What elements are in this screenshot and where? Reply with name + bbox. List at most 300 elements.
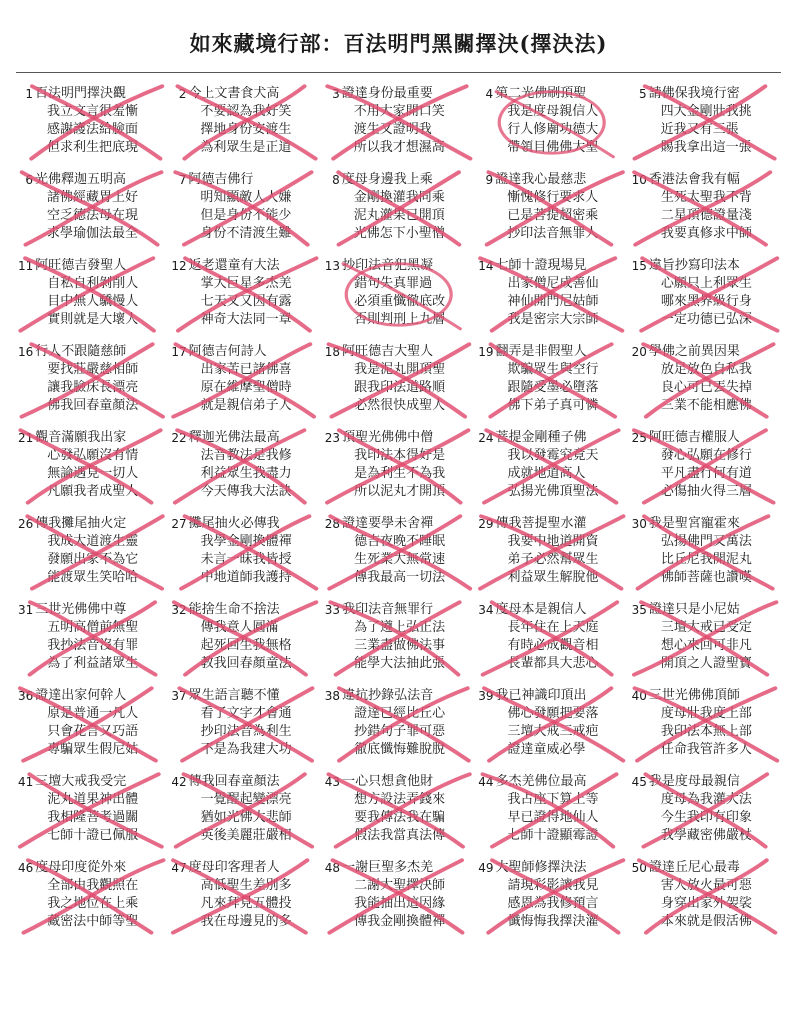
verse-line: 慚愧修行要求人 <box>507 190 599 205</box>
verse-line: 證達已經比丘心 <box>354 706 446 721</box>
verse-line: 諸佛經藏胃上好 <box>47 190 139 205</box>
verse-line: 香港法會我有幅 <box>648 172 740 187</box>
verse-number: 36 <box>18 689 34 703</box>
verse-line: 我要中地道開資 <box>507 534 599 549</box>
verse-entry <box>478 515 625 586</box>
verse-line: 我能抽出這因緣 <box>354 896 446 911</box>
verse-line: 教我回春顏童法 <box>200 656 292 671</box>
verse-cell <box>169 595 320 681</box>
verse-line: 生死業大無常速 <box>354 552 446 567</box>
verse-cell <box>476 853 627 939</box>
verse-line: 第二光佛刷頂聖 <box>495 86 587 101</box>
verse-lines <box>35 601 138 672</box>
verse-number: 11 <box>18 259 34 273</box>
verse-entry <box>478 171 625 242</box>
verse-line: 三壇大戒三戒疤 <box>507 724 599 739</box>
verse-line: 為利眾生是正道 <box>200 140 292 155</box>
verse-line: 度母本是親信人 <box>495 602 587 617</box>
verse-cell <box>476 79 627 165</box>
verse-entry <box>325 859 472 930</box>
verse-lines <box>342 343 445 414</box>
verse-line: 就是親信弟子人 <box>200 398 292 413</box>
verse-line: 度母印客理者人 <box>188 860 280 875</box>
verse-cell <box>323 251 474 337</box>
verse-line: 行人修廟功德大 <box>507 122 599 137</box>
verse-line: 度母印度從外來 <box>35 860 127 875</box>
verse-lines <box>495 171 598 242</box>
verse-line: 我要真修求中師 <box>660 226 752 241</box>
verse-line: 要找莊嚴慈相師 <box>47 362 139 377</box>
verse-lines <box>35 85 138 156</box>
verse-entry <box>325 687 472 758</box>
verse-line: 度母身邊我上乘 <box>341 172 433 187</box>
verse-lines <box>649 687 752 758</box>
verse-cell <box>630 337 781 423</box>
verse-line: 阿德吉佛行 <box>188 172 254 187</box>
verse-line: 阿旺德吉大聖人 <box>342 344 434 359</box>
verse-line: 傳我意人圓滿 <box>200 620 279 635</box>
verse-line: 百法明門擇決觀 <box>35 86 127 101</box>
verse-line: 頂聖光佛佛中僧 <box>342 430 434 445</box>
verse-lines <box>649 257 752 328</box>
verse-line: 良心可已丟失掉 <box>660 380 752 395</box>
verse-line: 我學藏密佛嚴杖 <box>660 828 752 843</box>
verse-line: 為了利益諸眾生 <box>47 656 139 671</box>
verse-line: 違旨抄寫印法本 <box>648 258 740 273</box>
verse-number: 6 <box>25 173 33 187</box>
verse-line: 抄印法音為利生 <box>200 724 292 739</box>
verse-number: 41 <box>18 775 34 789</box>
verse-lines <box>342 171 445 242</box>
verse-line: 佛我回春童顏法 <box>47 398 139 413</box>
verse-line: 學佛之前異因果 <box>648 344 740 359</box>
verse-line: 哪來黑界級行身 <box>660 294 752 309</box>
verse-line: 三世光佛佛中尊 <box>35 602 127 617</box>
verse-lines <box>649 515 752 586</box>
verse-line: 害人放火最可惡 <box>660 878 752 893</box>
verse-number: 39 <box>478 689 494 703</box>
verse-line: 傳我金剛換體禪 <box>354 914 446 929</box>
verse-line: 感謝護法給臉面 <box>47 122 139 137</box>
verse-lines <box>189 515 292 586</box>
verse-entry <box>18 601 165 672</box>
verse-cell <box>169 79 320 165</box>
verse-number: 16 <box>18 345 34 359</box>
verse-number: 37 <box>171 689 187 703</box>
verse-lines <box>35 257 138 328</box>
verse-line: 二謝大聖擇決師 <box>354 878 446 893</box>
verse-line: 金剛換灌我同乘 <box>353 190 445 205</box>
verse-cell <box>630 251 781 337</box>
verse-line: 度母為我灌大法 <box>660 792 752 807</box>
verse-lines <box>649 773 752 844</box>
verse-line: 英後美麗莊嚴相 <box>200 828 292 843</box>
verse-line: 我印法本無上部 <box>660 724 752 739</box>
verse-line: 三壇大戒已受定 <box>660 620 752 635</box>
verse-number: 48 <box>324 861 341 875</box>
verse-line: 猶如光佛大悲師 <box>200 810 292 825</box>
verse-number: 27 <box>171 517 187 531</box>
verse-line: 我學金剛換體禪 <box>200 534 292 549</box>
verse-lines <box>189 343 292 414</box>
verse-line: 徹底懺悔難脫脫 <box>354 742 446 757</box>
verse-cell <box>169 251 320 337</box>
verse-line: 心發弘願沒有情 <box>47 448 139 463</box>
verse-lines <box>649 85 752 156</box>
verse-entry <box>325 515 472 586</box>
verse-line: 全部由我觀照在 <box>47 878 139 893</box>
verse-entry <box>632 85 779 156</box>
verse-entry <box>325 343 472 414</box>
verse-lines <box>495 515 598 586</box>
verse-number: 35 <box>631 603 647 617</box>
verse-line: 跟隨受墨必墮落 <box>507 380 599 395</box>
verse-cell <box>476 767 627 853</box>
verse-line: 利益眾生我盡力 <box>200 466 292 481</box>
verse-lines <box>495 601 598 672</box>
verse-line: 一心只想貪他財 <box>342 774 434 789</box>
verse-entry <box>632 687 779 758</box>
verse-line: 懺悔悔我擇決灌 <box>507 914 599 929</box>
verse-cell <box>169 509 320 595</box>
verse-line: 平凡盡行何有道 <box>660 466 752 481</box>
verse-line: 讓我臉床長漂亮 <box>47 380 139 395</box>
verse-line: 我之地位在上乘 <box>47 896 139 911</box>
verse-cell <box>476 595 627 681</box>
verse-line: 佛下弟子真可憐 <box>507 398 599 413</box>
verse-lines <box>189 773 292 844</box>
verse-lines <box>35 343 138 414</box>
verse-line: 我立文言很羞慚 <box>47 104 139 119</box>
verse-line: 弘揚佛門又萬法 <box>660 534 752 549</box>
verse-lines <box>495 429 598 500</box>
verse-line: 感恩為我修預言 <box>507 896 599 911</box>
verse-entry <box>478 257 625 328</box>
verse-number: 20 <box>631 345 647 359</box>
verse-entry <box>478 687 625 758</box>
verse-number: 22 <box>171 431 187 445</box>
verse-number: 8 <box>332 173 340 187</box>
verse-line: 我成大道渡生靈 <box>47 534 139 549</box>
verse-line: 是為利生不為我 <box>354 466 446 481</box>
verse-entry <box>632 429 779 500</box>
verse-line: 多杰羌佛位最高 <box>495 774 587 789</box>
verse-line: 能渡眾生笑哈哈 <box>47 570 139 585</box>
verse-lines <box>495 773 598 844</box>
verse-line: 四大金剛壯我挑 <box>660 104 752 119</box>
verse-entry <box>478 85 625 156</box>
verse-line: 身份不清渡生難 <box>200 226 292 241</box>
verse-line: 違抗抄錄弘法音 <box>342 688 434 703</box>
verse-number: 4 <box>485 87 494 101</box>
verse-line: 菩提金剛種子佛 <box>495 430 587 445</box>
verse-line: 觀音滿願我出家 <box>35 430 127 445</box>
verse-line: 我占座下算上等 <box>507 792 599 807</box>
verse-lines <box>189 601 292 672</box>
verse-number: 17 <box>171 345 187 359</box>
verse-entry <box>171 171 318 242</box>
verse-cell <box>16 767 167 853</box>
verse-cell <box>16 509 167 595</box>
verse-entry <box>171 257 318 328</box>
verse-line: 中地道師我護持 <box>200 570 292 585</box>
verse-line: 任命我管許多人 <box>660 742 752 757</box>
verse-line: 自私自利剝削人 <box>47 276 139 291</box>
verse-entry <box>325 773 472 844</box>
verse-cell <box>16 251 167 337</box>
verse-line: 生死太聖我不背 <box>660 190 752 205</box>
verse-lines <box>35 687 138 758</box>
verse-entry <box>632 773 779 844</box>
verse-entry <box>18 257 165 328</box>
verse-cell <box>323 681 474 767</box>
verse-line: 今天傳我大法訣 <box>200 484 292 499</box>
verse-entry <box>18 429 165 500</box>
verse-line: 掌大巨星多杰羌 <box>200 276 292 291</box>
verse-lines <box>495 343 598 414</box>
verse-cell <box>630 165 781 251</box>
verse-line: 我印法本得好是 <box>354 448 446 463</box>
verse-cell <box>630 509 781 595</box>
verse-entry <box>18 343 165 414</box>
verse-cell <box>16 79 167 165</box>
verse-number: 45 <box>631 775 647 789</box>
page-title: 如來藏境行部：百法明門黑關擇決(擇決法) <box>189 31 608 56</box>
verse-cell <box>630 681 781 767</box>
verse-line: 抄錯句子罪可惡 <box>354 724 446 739</box>
verse-line: 三世光佛佛頂師 <box>648 688 740 703</box>
verse-line: 必傷抽火得三層 <box>660 484 752 499</box>
verse-lines <box>495 687 598 758</box>
verse-line: 擇地身份安渡生 <box>200 122 292 137</box>
verse-line: 長年住在上天庭 <box>507 620 599 635</box>
verse-line: 身穿出家外袈裟 <box>660 896 752 911</box>
verse-lines <box>342 773 445 844</box>
verse-line: 傳我回春童顏法 <box>188 774 280 789</box>
verse-line: 阿旺德吉權服人 <box>648 430 740 445</box>
verse-number: 30 <box>631 517 647 531</box>
verse-lines <box>35 429 138 500</box>
verse-entry <box>18 859 165 930</box>
verse-line: 但求利生把底現 <box>47 140 139 155</box>
verse-lines <box>189 257 292 328</box>
verse-cell <box>169 681 320 767</box>
verse-line: 抄印法音犯黑凝 <box>342 258 434 273</box>
verse-line: 成就地道高人 <box>507 466 586 481</box>
verse-line: 我已神識印頂出 <box>495 688 587 703</box>
verse-lines <box>342 515 445 586</box>
verse-line: 二星頂德證量淺 <box>660 208 752 223</box>
verse-line: 光佛怎下小聖僧 <box>353 226 445 241</box>
verse-cell <box>169 853 320 939</box>
verse-entry <box>171 601 318 672</box>
verse-cell <box>323 423 474 509</box>
verse-lines <box>35 171 138 242</box>
verse-line: 釋迦光佛法最高 <box>188 430 280 445</box>
verse-line: 證達只是小尼姑 <box>648 602 740 617</box>
verse-number: 44 <box>478 775 494 789</box>
verse-line: 證達要學未舍禪 <box>342 516 434 531</box>
verse-line: 錯句失真罪過 <box>354 276 433 291</box>
verse-entry <box>18 171 165 242</box>
verse-line: 證達童威必學 <box>507 742 586 757</box>
verse-line: 證達身份最重要 <box>341 86 433 101</box>
verse-line: 攤尾抽火必傳我 <box>188 516 280 531</box>
verse-line: 渡生又證明我 <box>353 122 432 137</box>
verse-line: 不要認為我好笑 <box>200 104 292 119</box>
verse-number: 10 <box>631 173 647 187</box>
verse-line: 所以泥丸才開頂 <box>354 484 446 499</box>
verse-entry <box>18 687 165 758</box>
verse-number: 50 <box>631 861 647 875</box>
verse-line: 我印法音無罪行 <box>342 602 434 617</box>
verse-line: 必然很快成聖人 <box>354 398 446 413</box>
verse-line: 目中無人驕慢人 <box>47 294 139 309</box>
verse-lines <box>649 859 752 930</box>
verse-cell <box>169 337 320 423</box>
verse-entry <box>632 859 779 930</box>
verse-line: 發心弘願在修行 <box>660 448 752 463</box>
verse-line: 看了文字才會通 <box>200 706 292 721</box>
verse-entry <box>18 85 165 156</box>
verse-line: 我是度母親信人 <box>507 104 599 119</box>
verse-line: 弘揚光佛頂聖法 <box>507 484 599 499</box>
verse-number: 32 <box>171 603 187 617</box>
verse-line: 但是身份不能少 <box>200 208 292 223</box>
verse-line: 不用大家開口笑 <box>353 104 445 119</box>
verse-cell <box>476 165 627 251</box>
verse-entry <box>632 343 779 414</box>
verse-cell <box>323 165 474 251</box>
verse-line: 我是聖宮寵霍來 <box>648 516 740 531</box>
verse-line: 阿德吉何詩人 <box>188 344 267 359</box>
verse-number: 18 <box>324 345 341 359</box>
verse-number: 40 <box>631 689 647 703</box>
verse-number: 2 <box>178 87 187 101</box>
verse-line: 能學大法抽此張 <box>354 656 446 671</box>
verse-cell <box>16 853 167 939</box>
verse-line: 五明高僧前無聖 <box>47 620 139 635</box>
verse-line: 一覺醒起變漂亮 <box>200 792 292 807</box>
verse-lines <box>342 687 445 758</box>
verse-line: 空乏德法母在現 <box>47 208 139 223</box>
verse-line: 跟我印法道路順 <box>354 380 446 395</box>
verse-cell <box>630 423 781 509</box>
verse-number: 1 <box>25 87 33 101</box>
verse-number: 24 <box>478 431 494 445</box>
verse-line: 神仙開門尼姑師 <box>507 294 599 309</box>
verse-line: 出家僧尼成善仙 <box>507 276 599 291</box>
verse-line: 三業不能相應佛 <box>660 398 752 413</box>
verse-line: 一定功德已弘深 <box>660 312 752 327</box>
verse-entry <box>325 85 472 156</box>
verse-number: 34 <box>478 603 494 617</box>
verse-entry <box>325 429 472 500</box>
verse-cell <box>476 337 627 423</box>
verse-line: 求學瑜伽法最全 <box>47 226 139 241</box>
verse-line: 七天又又因有露 <box>200 294 292 309</box>
verse-line: 凡願我者成聖人 <box>47 484 139 499</box>
verse-line: 否則判刑上九層 <box>354 312 446 327</box>
verse-entry <box>632 515 779 586</box>
verse-line: 假法我當真法傳 <box>354 828 446 843</box>
verse-lines <box>342 429 445 500</box>
verse-line: 起死回生我無格 <box>200 638 292 653</box>
verse-number: 43 <box>324 775 341 789</box>
verse-line: 光佛釋迦五明高 <box>35 172 127 187</box>
verse-line: 德吉夜晚不睡眠 <box>354 534 446 549</box>
verse-entry <box>171 859 318 930</box>
verse-entry <box>171 687 318 758</box>
verse-cell <box>323 853 474 939</box>
verse-cell <box>476 251 627 337</box>
verse-line: 度母壯我度上部 <box>660 706 752 721</box>
verse-entry <box>18 515 165 586</box>
verse-line: 抄印法音無罪人 <box>507 226 599 241</box>
verse-number: 5 <box>638 87 647 101</box>
verse-line: 心願只上利眾生 <box>660 276 752 291</box>
verse-line: 我相隆菩考過關 <box>47 810 139 825</box>
verse-number: 15 <box>631 259 647 273</box>
verse-lines <box>495 859 598 930</box>
verse-line: 比丘尼我開泥丸 <box>660 552 752 567</box>
verse-line: 未言一昧我皆授 <box>200 552 292 567</box>
verse-number: 9 <box>485 173 494 187</box>
verse-line: 今生我印有印象 <box>660 810 752 825</box>
verse-line: 明知顯敵人人嫌 <box>200 190 292 205</box>
verse-cell <box>16 681 167 767</box>
verse-cell <box>630 79 781 165</box>
verse-cell <box>169 423 320 509</box>
verse-entry <box>171 773 318 844</box>
verse-line: 本來就是假活佛 <box>660 914 752 929</box>
verse-line: 返老還童有大法 <box>188 258 280 273</box>
verse-entry <box>632 257 779 328</box>
verse-entry <box>325 257 472 328</box>
verse-cell <box>16 423 167 509</box>
verse-lines <box>342 85 445 156</box>
verse-line: 三業盡做佛法事 <box>354 638 446 653</box>
verse-lines <box>649 601 752 672</box>
verse-entry <box>478 773 625 844</box>
verse-number: 19 <box>478 345 494 359</box>
verse-number: 28 <box>324 517 341 531</box>
verse-cell <box>630 595 781 681</box>
verse-line: 放足放色自私我 <box>660 362 752 377</box>
verse-line: 七師十證已佩服 <box>47 828 139 843</box>
verse-line: 佛師菩薩也讚嘆 <box>660 570 752 585</box>
verse-line: 發願出家不為它 <box>47 552 139 567</box>
verse-line: 原是普通一凡人 <box>47 706 139 721</box>
verse-cell <box>476 423 627 509</box>
verse-line: 傳我菩提聖水灌 <box>495 516 587 531</box>
verse-lines <box>649 171 752 242</box>
verse-line: 早已證得地仙人 <box>507 810 599 825</box>
verse-line: 想方設法弄錢來 <box>354 792 446 807</box>
verse-line: 要我傳法我在騙 <box>354 810 446 825</box>
verse-entry <box>18 773 165 844</box>
verse-grid <box>16 79 781 939</box>
verse-line: 阿旺德吉發聖人 <box>35 258 127 273</box>
verse-cell <box>16 165 167 251</box>
verse-line: 我以發霉究竟天 <box>507 448 599 463</box>
verse-lines <box>189 429 292 500</box>
verse-line: 不是為我建大功 <box>200 742 292 757</box>
verse-line: 無論遇見一切人 <box>47 466 139 481</box>
verse-line: 長輩都具大悲心 <box>507 656 599 671</box>
verse-entry <box>478 601 625 672</box>
verse-entry <box>325 171 472 242</box>
